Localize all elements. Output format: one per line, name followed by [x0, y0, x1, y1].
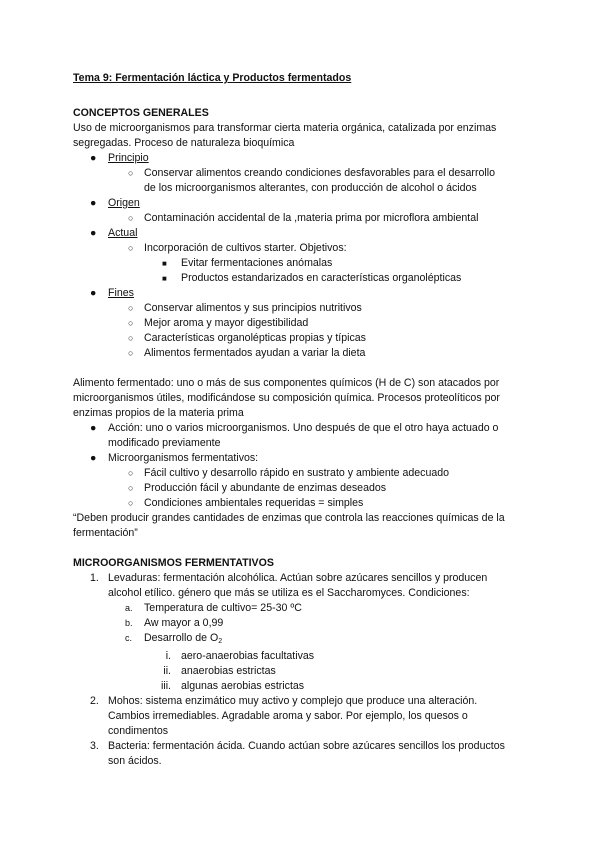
list-item-actual — [73, 226, 533, 241]
bullet-circle-icon: ○ — [128, 243, 134, 253]
fines-item-2: Mejor aroma y mayor digestibilidad — [144, 317, 309, 329]
bullet-circle-icon: ○ — [128, 483, 134, 493]
accion-line-2: modificado previamente — [108, 437, 221, 449]
item-roman: i. — [165, 650, 171, 662]
bullet-circle-icon: ○ — [128, 348, 134, 358]
bullet-disc-icon: ● — [90, 152, 97, 164]
list-item-origen — [73, 196, 533, 211]
bullet-circle-icon: ○ — [128, 303, 134, 313]
intro-line-2: segregadas. Proceso de naturaleza bioquímica — [73, 137, 295, 149]
numbered-item-3 — [73, 739, 533, 769]
list-item-fines — [73, 286, 533, 301]
bullet-disc-icon: ● — [90, 452, 97, 464]
alimento-line-2: microorganismos útiles, modificándose su composición química. Procesos proteolíticos por — [73, 392, 500, 404]
microorganismos-label: Microorganismos fermentativos: — [108, 452, 259, 464]
bacteria-line-2: son ácidos. — [108, 755, 162, 767]
list-item — [73, 166, 533, 196]
actual-subitem-2: Productos estandarizados en características organolépticas — [181, 272, 462, 284]
numbered-item-1 — [73, 571, 533, 601]
item-number: 3. — [90, 740, 99, 752]
principio-text-1: Conservar alimentos creando condiciones desfavorables para el desarrollo — [144, 167, 495, 179]
list-item — [73, 346, 533, 361]
mohos-line-3: condimentos — [108, 725, 169, 737]
oxigeno-tipo-1: aero-anaerobias facultativas — [181, 650, 315, 662]
oxygen-subscript: 2 — [218, 638, 223, 645]
list-item — [73, 664, 533, 679]
oxigeno-tipo-2: anaerobias estrictas — [181, 665, 276, 677]
quote-line-1: “Deben producir grandes cantidades de enzimas que controla las reacciones químicas de la — [73, 512, 505, 524]
condicion-aw: Aw mayor a 0,99 — [144, 617, 224, 629]
section-heading-conceptos: CONCEPTOS GENERALES — [73, 107, 209, 119]
list-item — [73, 316, 533, 331]
item-roman: ii. — [163, 665, 171, 677]
bullet-disc-icon: ● — [90, 197, 97, 209]
bullet-disc-icon: ● — [90, 422, 97, 434]
quote-line-2: fermentación” — [73, 527, 138, 539]
origen-text: Contaminación accidental de la ,materia prima por microflora ambiental — [144, 212, 479, 224]
item-letter: b. — [125, 618, 133, 628]
bullet-circle-icon: ○ — [128, 468, 134, 478]
bullet-circle-icon: ○ — [128, 498, 134, 508]
list-item — [73, 466, 533, 481]
list-item-microorganismos — [73, 451, 533, 466]
document-page — [73, 71, 533, 769]
alimento-line-1: Alimento fermentado: uno o más de sus componentes químicos (H de C) son atacados por — [73, 377, 500, 389]
mohos-line-1: Mohos: sistema enzimático muy activo y complejo que produce una alteración. — [108, 695, 478, 707]
list-item — [73, 616, 533, 631]
bullet-square-icon: ■ — [162, 274, 167, 283]
fines-item-4: Alimentos fermentados ayudan a variar la dieta — [144, 347, 366, 359]
microorg-item-2: Producción fácil y abundante de enzimas deseados — [144, 482, 387, 494]
fines-item-1: Conservar alimentos y sus principios nutritivos — [144, 302, 362, 314]
list-item — [73, 241, 533, 256]
list-item-accion — [73, 421, 533, 451]
list-item — [73, 301, 533, 316]
levaduras-line-2: alcohol etílico. género que más se utiliza es el Saccharomyces. Condiciones: — [108, 587, 470, 599]
bullet-square-icon: ■ — [162, 259, 167, 268]
bullet-circle-icon: ○ — [128, 168, 134, 178]
actual-subitem-1: Evitar fermentaciones anómalas — [181, 257, 333, 269]
list-item — [73, 256, 533, 271]
list-item — [73, 601, 533, 616]
numbered-item-2 — [73, 694, 533, 739]
principio-text-2: de los microorganismos alterantes, con producción de alcohol o ácidos — [144, 182, 477, 194]
microorg-item-3: Condiciones ambientales requeridas = simples — [144, 497, 364, 509]
alimento-line-3: enzimas propios de la materia prima — [73, 407, 244, 419]
accion-line-1: Acción: uno o varios microorganismos. Uno después de que el otro haya actuado o — [108, 422, 499, 434]
item-letter: a. — [125, 603, 133, 613]
condicion-oxigeno: Desarrollo de O — [144, 632, 219, 644]
section-heading-microorganismos: MICROORGANISMOS FERMENTATIVOS — [73, 557, 274, 569]
mohos-line-2: Cambios irremediables. Agradable aroma y sabor. Por ejemplo, los quesos o — [108, 710, 468, 722]
actual-label: Actual — [108, 227, 138, 239]
list-item — [73, 631, 533, 649]
bacteria-line-1: Bacteria: fermentación ácida. Cuando actúan sobre azúcares sencillos los productos — [108, 740, 505, 752]
actual-text: Incorporación de cultivos starter. Objetivos: — [144, 242, 347, 254]
document-title: Tema 9: Fermentación láctica y Productos fermentados — [73, 72, 352, 84]
item-letter: c. — [125, 633, 133, 643]
list-item — [73, 331, 533, 346]
fines-label: Fines — [108, 287, 134, 299]
intro-line-1: Uso de microorganismos para transformar cierta materia orgánica, catalizada por enzimas — [73, 122, 497, 134]
list-item — [73, 649, 533, 664]
levaduras-line-1: Levaduras: fermentación alcohólica. Actúan sobre azúcares sencillos y producen — [108, 572, 488, 584]
bullet-circle-icon: ○ — [128, 213, 134, 223]
bullet-circle-icon: ○ — [128, 333, 134, 343]
bullet-disc-icon: ● — [90, 227, 97, 239]
item-number: 2. — [90, 695, 99, 707]
list-item — [73, 211, 533, 226]
fines-item-3: Características organolépticas propias y típicas — [144, 332, 366, 344]
principio-label: Principio — [108, 152, 149, 164]
list-item — [73, 271, 533, 286]
bullet-circle-icon: ○ — [128, 318, 134, 328]
condicion-temperatura: Temperatura de cultivo= 25-30 ºC — [144, 602, 302, 614]
list-item-principio — [73, 151, 533, 166]
list-item — [73, 481, 533, 496]
item-number: 1. — [90, 572, 99, 584]
item-roman: iii. — [160, 680, 171, 692]
list-item — [73, 496, 533, 511]
origen-label: Origen — [108, 197, 140, 209]
microorg-item-1: Fácil cultivo y desarrollo rápido en sustrato y ambiente adecuado — [144, 467, 450, 479]
oxigeno-tipo-3: algunas aerobias estrictas — [181, 680, 305, 692]
list-item — [73, 679, 533, 694]
bullet-disc-icon: ● — [90, 287, 97, 299]
